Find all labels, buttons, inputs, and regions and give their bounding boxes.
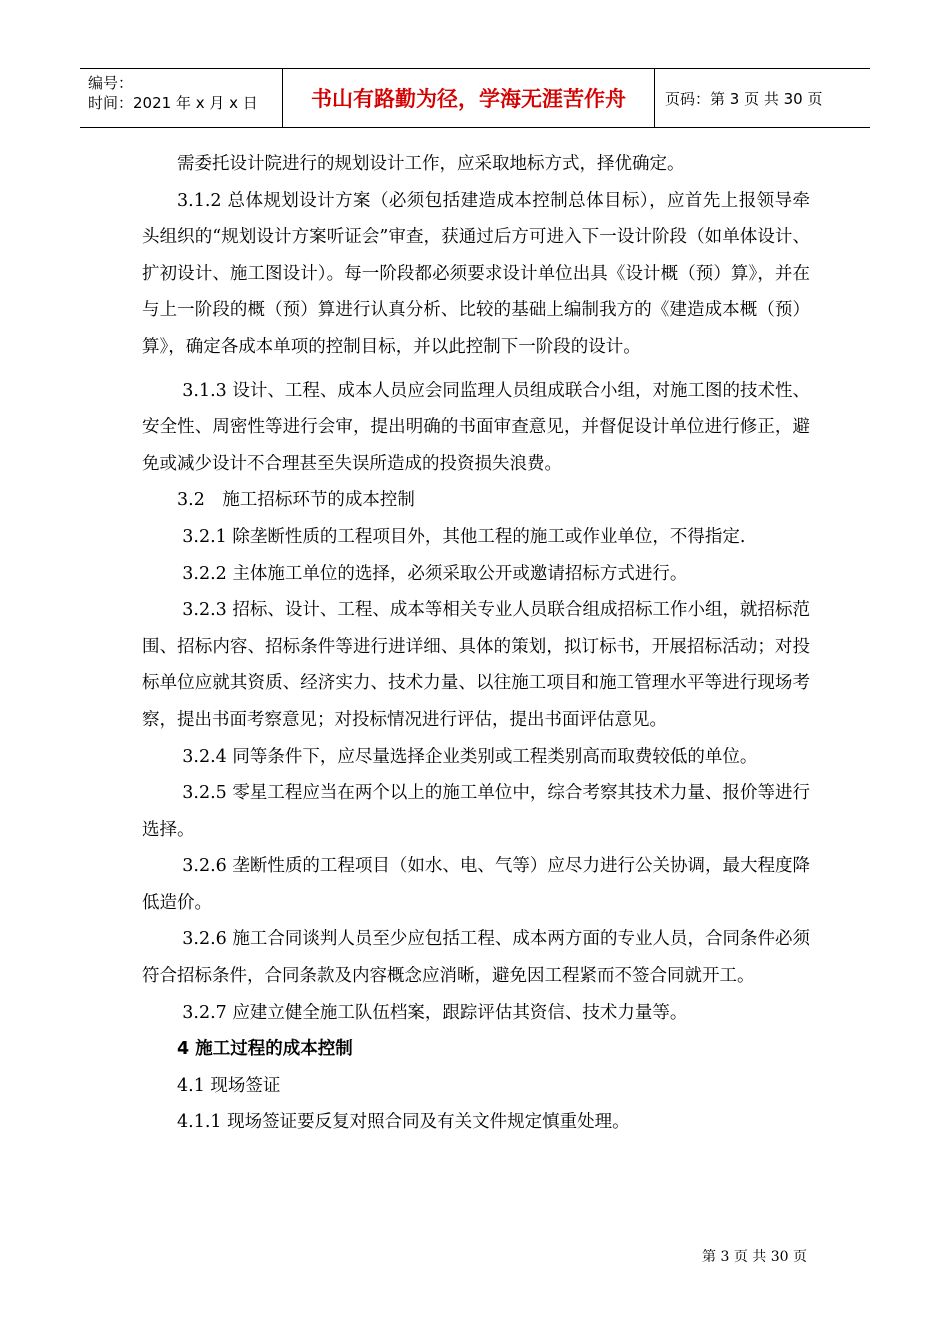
paragraph: 3.1.2 总体规划设计方案（必须包括建造成本控制总体目标），应首先上报领导牵头组织的“规划设计方案听证会”审查，获通过后方可进入下一设计阶段（如单体设计、扩初设计、施工图设计）。每一阶段都必须要求设计单位出具《设计概（预）算》，并在与上一阶段的概（预）算进行认真分析、比较的基础上编制我方的《建造成本概（预）算》，确定各成本单项的控制目标，并以此控制下一阶段的设计。 [142, 190, 810, 357]
paragraph: 3.2.3 招标、设计、工程、成本等相关专业人员联合组成招标工作小组，就招标范围、招标内容、招标条件等进行进详细、具体的策划，拟订标书，开展招标活动；对投标单位应就其资质、经济实力、技术力量、以往施工项目和施工管理水平等进行现场考察，提出书面考察意见；对投标情况进行评估，提出书面评估意见。 [142, 600, 810, 730]
paragraph: 3.2.1 除垄断性质的工程项目外，其他工程的施工或作业单位，不得指定. [182, 526, 746, 547]
header-meta-cell [80, 69, 283, 127]
doc-number-label: 编号： [88, 74, 134, 92]
paragraph: 3.2.4 同等条件下，应尽量选择企业类别或工程类别高而取费较低的单位。 [182, 746, 758, 767]
section-heading: 4.1 现场签证 [177, 1075, 281, 1096]
paragraph: 3.2.5 零星工程应当在两个以上的施工单位中，综合考察其技术力量、报价等进行选择。 [142, 783, 810, 840]
document-body [142, 146, 810, 1141]
paragraph: 3.1.3 设计、工程、成本人员应会同监理人员组成联合小组，对施工图的技术性、安全性、周密性等进行会审，提出明确的书面审查意见，并督促设计单位进行修正，避免或减少设计不合理甚至失误所造成的投资损失浪费。 [142, 380, 810, 474]
paragraph: 3.2.6 垄断性质的工程项目（如水、电、气等）应尽力进行公关协调，最大程度降低造价。 [142, 856, 810, 913]
header-motto: 书山有路勤为径，学海无涯苦作舟 [283, 69, 655, 127]
paragraph: 4.1.1 现场签证要反复对照合同及有关文件规定慎重处理。 [177, 1112, 630, 1133]
doc-time-label: 时间：2021 年 x 月 x 日 [88, 94, 258, 112]
chapter-heading: 4 施工过程的成本控制 [177, 1039, 353, 1060]
header-table [80, 68, 870, 128]
paragraph: 3.2.6 施工合同谈判人员至少应包括工程、成本两方面的专业人员，合同条件必须符合招标条件，合同条款及内容概念应消晰，避免因工程紧而不签合同就开工。 [142, 929, 810, 987]
page-footer: 第 3 页 共 30 页 [702, 1249, 807, 1265]
paragraph: 需委托设计院进行的规划设计工作，应采取地标方式，择优确定。 [177, 154, 685, 174]
section-heading: 3.2 施工招标环节的成本控制 [177, 490, 415, 511]
paragraph: 3.2.7 应建立健全施工队伍档案，跟踪评估其资信、技术力量等。 [182, 1002, 688, 1023]
paragraph: 3.2.2 主体施工单位的选择，必须采取公开或邀请招标方式进行。 [182, 563, 688, 584]
header-page-code: 页码：第 3 页 共 30 页 [665, 89, 823, 108]
